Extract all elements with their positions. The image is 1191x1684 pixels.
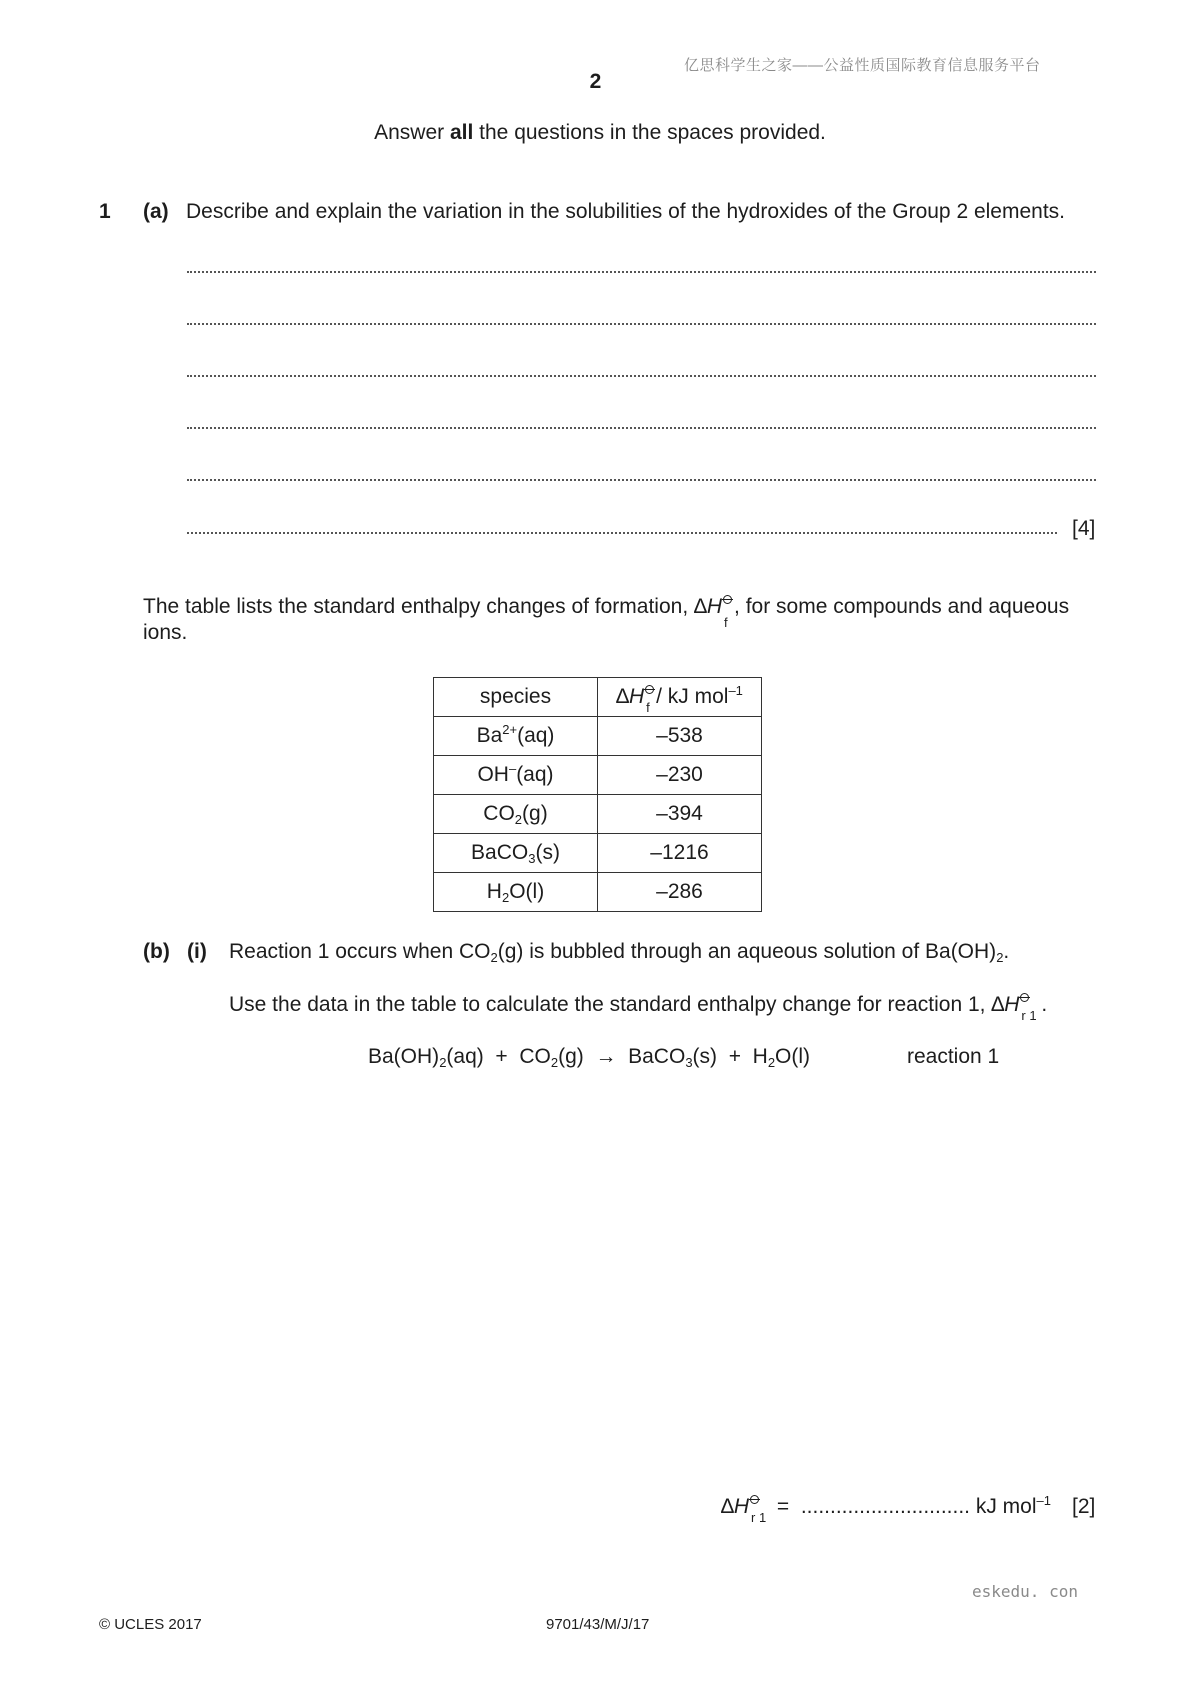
part-a-question: Describe and explain the variation in the solubilities of the hydroxides of the Group 2 elements. bbox=[186, 200, 1066, 223]
value-cell: –394 bbox=[598, 795, 762, 834]
table-row bbox=[434, 795, 762, 834]
footer-copyright: © UCLES 2017 bbox=[99, 1616, 202, 1633]
answer-line[interactable] bbox=[187, 271, 1096, 273]
part-b-i-label: (i) bbox=[187, 940, 207, 963]
value-cell: –230 bbox=[598, 756, 762, 795]
delta-h-symbol: ∆H f bbox=[694, 595, 734, 618]
species-cell: $Ba^{2+}(aq)$ bbox=[434, 717, 598, 756]
enthalpy-table bbox=[433, 677, 762, 912]
answer-line[interactable] bbox=[187, 427, 1096, 429]
table-row bbox=[434, 834, 762, 873]
table-header-row bbox=[434, 678, 762, 717]
instruction: Answer all the questions in the spaces provided. bbox=[374, 121, 826, 144]
value-cell: –538 bbox=[598, 717, 762, 756]
reaction-equation: $Ba(OH)_2(aq) + CO_2(g)$ → BaCO$_3$(s) + $H_2O(l)$ bbox=[368, 1045, 811, 1070]
footer-code: 9701/43/M/J/17 bbox=[546, 1616, 650, 1633]
page-number: 2 bbox=[589, 70, 602, 93]
part-b-label: (b) bbox=[143, 940, 170, 963]
value-cell: –286 bbox=[598, 873, 762, 912]
species-cell: $H_2O(l)$ bbox=[434, 873, 598, 912]
question-number: 1 bbox=[99, 200, 111, 223]
table-row bbox=[434, 717, 762, 756]
answer-line[interactable] bbox=[187, 479, 1096, 481]
watermark-bottom: eskedu. con bbox=[972, 1582, 1078, 1601]
table-row bbox=[434, 873, 762, 912]
answer-dots[interactable]: ............................. bbox=[800, 1495, 971, 1518]
answer-line[interactable] bbox=[187, 375, 1096, 377]
part-b-i-text: Reaction 1 occurs when $CO_2(g)$ is bubbled through an aqueous solution of $Ba(OH)_2$. bbox=[229, 940, 1010, 965]
value-cell: –1216 bbox=[598, 834, 762, 873]
answer-line[interactable] bbox=[187, 532, 1057, 534]
table-intro: The table lists the standard enthalpy changes of formation, ∆H f , for some compounds and aqueous ions. bbox=[143, 595, 1070, 644]
part-b-i-answer: ∆H r 1 = ............................. kJ mol$^{-1}$ bbox=[721, 1493, 1051, 1525]
answer-line[interactable] bbox=[187, 323, 1096, 325]
part-b-i-instruction: Use the data in the table to calculate the standard enthalpy change for reaction 1, ∆H r 1 . bbox=[229, 993, 1048, 1023]
watermark-top: 亿思科学生之家——公益性质国际教育信息服务平台 bbox=[684, 57, 1041, 74]
part-a-label: (a) bbox=[143, 200, 169, 223]
header-species: species bbox=[434, 678, 598, 717]
part-a-mark: [4] bbox=[1072, 517, 1096, 540]
table-row bbox=[434, 756, 762, 795]
species-cell: BaCO$_3$(s) bbox=[434, 834, 598, 873]
reaction-label: reaction 1 bbox=[907, 1045, 1000, 1068]
part-b-i-mark: [2] bbox=[1072, 1495, 1096, 1518]
species-cell: OH–(aq) bbox=[434, 756, 598, 795]
header-enthalpy: ∆H f / kJ mol$^{-1}$ bbox=[598, 678, 762, 717]
species-cell: $CO_2(g)$ bbox=[434, 795, 598, 834]
